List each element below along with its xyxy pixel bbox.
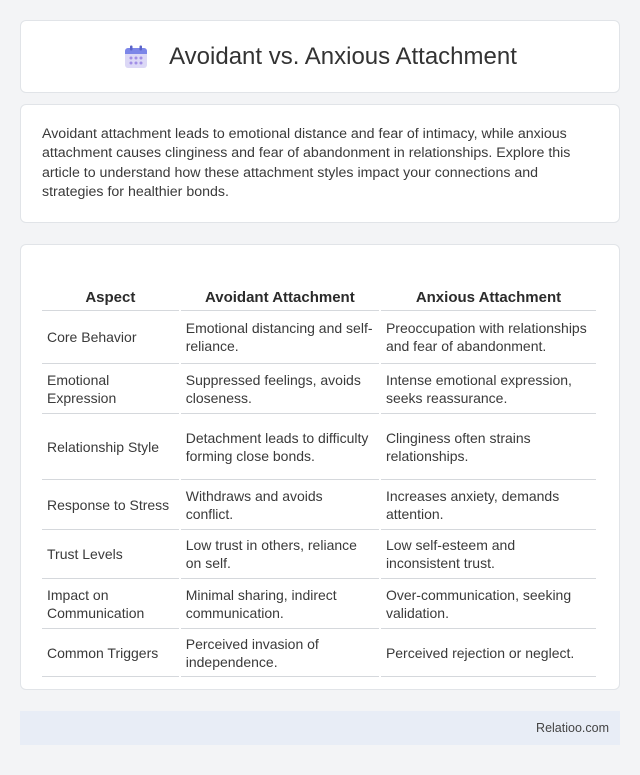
anxious-cell: Over-communication, seeking validation. (381, 579, 596, 629)
column-header-avoidant: Avoidant Attachment (181, 265, 379, 311)
anxious-cell: Clinginess often strains relationships. (381, 414, 596, 480)
avoidant-cell: Withdraws and avoids conflict. (181, 480, 379, 530)
avoidant-cell: Suppressed feelings, avoids closeness. (181, 364, 379, 414)
calendar-icon (123, 44, 149, 70)
anxious-cell: Preoccupation with relationships and fear of abandonment. (381, 311, 596, 364)
comparison-table (40, 265, 598, 677)
anxious-cell: Perceived rejection or neglect. (381, 629, 596, 677)
avoidant-cell: Emotional distancing and self-reliance. (181, 311, 379, 364)
avoidant-cell: Detachment leads to difficulty forming close bonds. (181, 414, 379, 480)
anxious-cell: Low self-esteem and inconsistent trust. (381, 530, 596, 579)
avoidant-cell: Minimal sharing, indirect communication. (181, 579, 379, 629)
footer (20, 711, 620, 745)
table-row (42, 480, 596, 530)
aspect-cell: Impact on Communication (42, 579, 179, 629)
table-row (42, 629, 596, 677)
avoidant-cell: Perceived invasion of independence. (181, 629, 379, 677)
table-row (42, 530, 596, 579)
aspect-cell: Core Behavior (42, 311, 179, 364)
table-row (42, 414, 596, 480)
anxious-cell: Intense emotional expression, seeks reassurance. (381, 364, 596, 414)
anxious-cell: Increases anxiety, demands attention. (381, 480, 596, 530)
column-header-anxious: Anxious Attachment (381, 265, 596, 311)
page-title: Avoidant vs. Anxious Attachment (169, 42, 517, 70)
footer-site-name: Relatioo.com (536, 721, 609, 735)
comparison-card (20, 244, 620, 690)
table-row (42, 579, 596, 629)
table-row (42, 364, 596, 414)
aspect-cell: Relationship Style (42, 414, 179, 480)
column-header-aspect: Aspect (42, 265, 179, 311)
table-header-row (42, 265, 596, 311)
aspect-cell: Emotional Expression (42, 364, 179, 414)
title-wrap (123, 43, 517, 71)
aspect-cell: Common Triggers (42, 629, 179, 677)
table-row (42, 311, 596, 364)
avoidant-cell: Low trust in others, reliance on self. (181, 530, 379, 579)
aspect-cell: Response to Stress (42, 480, 179, 530)
intro-card (20, 104, 620, 223)
aspect-cell: Trust Levels (42, 530, 179, 579)
header-card (20, 20, 620, 93)
intro-paragraph: Avoidant attachment leads to emotional distance and fear of intimacy, while anxious attachment causes clinginess and fear of abandonment in relationships. Explore this article to understand how these attachment styles impact your connections and strategies for healthier bonds. (42, 126, 571, 201)
